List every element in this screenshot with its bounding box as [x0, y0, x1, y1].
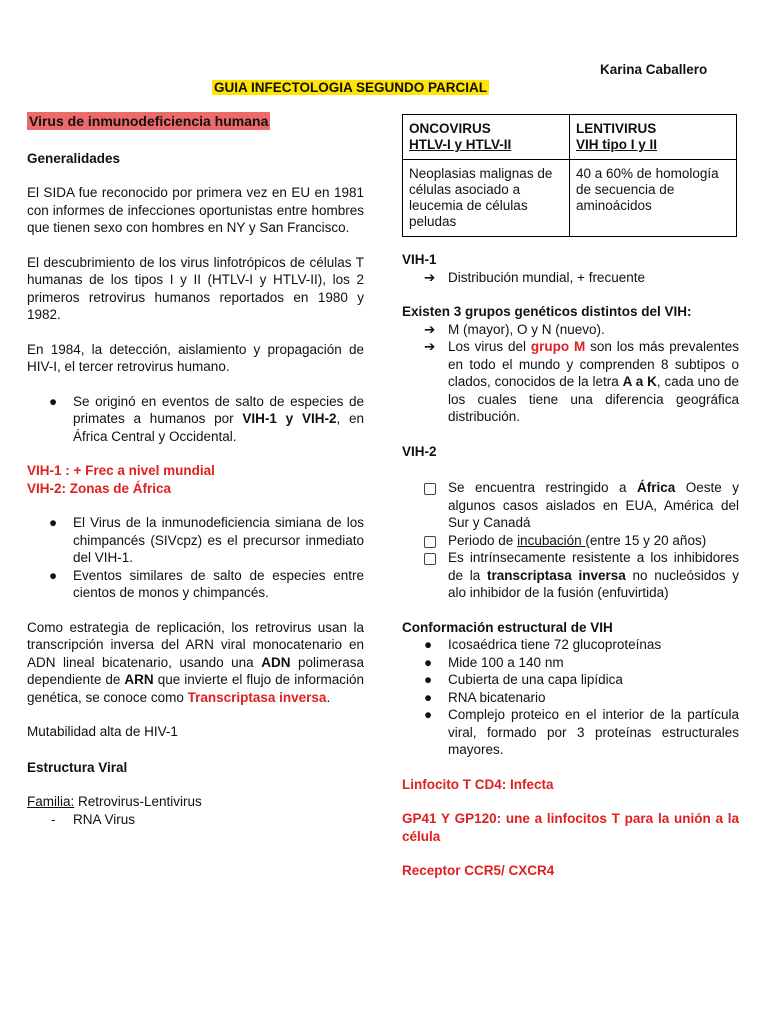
list-item-conf-3: ● Cubierta de una capa lipídica: [424, 672, 623, 687]
list-item-group-m: ➔ Los virus del grupo M son los más prevalentes en todo el mundo y comprenden 8 subtipos o clados, conocidos de la letra A a K, cada uno de los cuales tiene una diferencia geográfica distribución.: [424, 339, 739, 424]
vih2-note: VIH-2: Zonas de África: [27, 480, 172, 496]
gp-note: GP41 Y GP120: une a linfocitos T para la unión a la célula: [402, 811, 739, 844]
paragraph-sida: El SIDA fue reconocido por primera vez en EU en 1981 con informes de infecciones oportunistas entre hombres que tienen sexo con hombres en NY y San Francisco.: [27, 185, 364, 235]
list-item-conf-1: ● Icosaédrica tiene 72 glucoproteínas: [424, 637, 662, 652]
checkbox[interactable]: [424, 482, 436, 500]
bullet-marker: ●: [424, 707, 433, 722]
bullet-marker: ●: [424, 689, 433, 705]
list-item-incubation: Periodo de incubación (entre 15 y 20 años): [402, 532, 739, 550]
paragraph-1984: En 1984, la detección, aislamiento y propagación de HIV-I, el tercer retrovirus humano.: [27, 341, 364, 374]
list-item-groups: ➔ M (mayor), O y N (nuevo).: [424, 321, 605, 337]
bullet-marker: ●: [49, 567, 58, 583]
receptor-note: Receptor CCR5/ CXCR4: [402, 863, 555, 878]
list-item-conf-2: ● Mide 100 a 140 nm: [424, 654, 564, 670]
heading-generalidades: Generalidades: [27, 150, 121, 166]
right-column: [402, 251, 739, 880]
list-item-africa: Se encuentra restringido a África Oeste y algunos casos aislados en EUA, América del Sur y Canadá: [402, 479, 739, 532]
heading-vih1: VIH-1: [402, 252, 437, 267]
list-item-resistance: Es intrínsecamente resistente a los inhibidores de la transcriptasa inversa no nucleósidos y alo inhibidor de la fusión (enfuvirtida): [402, 549, 739, 602]
author-name: Karina Caballero: [600, 62, 708, 77]
paragraph-htlv: El descubrimiento de los virus linfotrópicos de células T humanas de los tipos I y II (HTLV-I y HTLV-II), los 2 primeros retrovirus humanos reportados en 1980 y 1982.: [27, 254, 364, 322]
table-cell-lentivirus: 40 a 60% de homología de secuencia de aminoácidos: [570, 160, 737, 237]
list-item-rna-virus: - RNA Virus: [51, 811, 136, 827]
list-item-conf-4: ● RNA bicatenario: [424, 689, 546, 705]
section-title: [27, 113, 364, 131]
table-header-oncovirus: ONCOVIRUS HTLV-I y HTLV-II: [403, 115, 570, 160]
heading-conformacion: Conformación estructural de VIH: [402, 619, 613, 635]
family-label: Familia:: [27, 794, 75, 809]
vih1-note: VIH-1 : + Frec a nivel mundial: [27, 463, 215, 478]
bullet-marker: ●: [49, 515, 58, 530]
document-title: [212, 79, 489, 97]
family-line: [27, 793, 364, 811]
bullet-marker: ●: [424, 637, 433, 652]
table-header-lentivirus: LENTIVIRUS VIH tipo I y II: [570, 115, 737, 160]
family-value: Retrovirus-Lentivirus: [74, 794, 202, 809]
heading-grupos: Existen 3 grupos genéticos distintos del VIH:: [402, 304, 692, 319]
bullet-marker: ●: [424, 654, 433, 670]
table-cell-oncovirus: Neoplasias malignas de células asociado a leucemia de células peludas: [403, 160, 570, 237]
virus-comparison-table: [402, 114, 737, 237]
paragraph-replication: Como estrategia de replicación, los retrovirus usan la transcripción inversa del ARN viral monocatenario en ADN lineal bicatenario, usando una ADN polimerasa dependiente de ARN que invierte el flujo de información genética, se conoce como Transcriptasa inversa.: [27, 619, 364, 705]
heading-vih2: VIH-2: [402, 443, 437, 459]
section-title-text: Virus de inmunodeficiencia humana: [29, 113, 269, 129]
arrow-marker: ➔: [424, 321, 436, 337]
heading-estructura-viral: Estructura Viral: [27, 759, 128, 775]
left-column: [27, 113, 364, 828]
list-item-sivcpz: ● El Virus de la inmunodeficiencia simiana de los chimpancés (SIVcpz) es el precursor inmediato del VIH-1.: [49, 515, 364, 565]
mutability-note: Mutabilidad alta de HIV-1: [27, 724, 178, 739]
list-item-origin: ● Se originó en eventos de salto de especies de primates a humanos por VIH-1 y VIH-2, en África Central y Occidental.: [49, 393, 364, 444]
bullet-marker: ●: [49, 393, 58, 409]
list-item-monkeys: ● Eventos similares de salto de especies entre cientos de monos y chimpancés.: [49, 567, 364, 600]
list-item-conf-5: ● Complejo proteico en el interior de la partícula viral, formado por 3 proteínas estructurales mayores.: [424, 707, 739, 757]
checkbox[interactable]: [424, 552, 436, 570]
list-item-distribution: ➔ Distribución mundial, + frecuente: [424, 269, 645, 285]
arrow-marker: ➔: [424, 269, 436, 285]
linfocito-note: Linfocito T CD4: Infecta: [402, 776, 554, 792]
dash-marker: -: [51, 811, 56, 827]
document-title-text: GUIA INFECTOLOGIA SEGUNDO PARCIAL: [214, 80, 488, 95]
arrow-marker: ➔: [424, 339, 436, 354]
bullet-marker: ●: [424, 672, 433, 687]
